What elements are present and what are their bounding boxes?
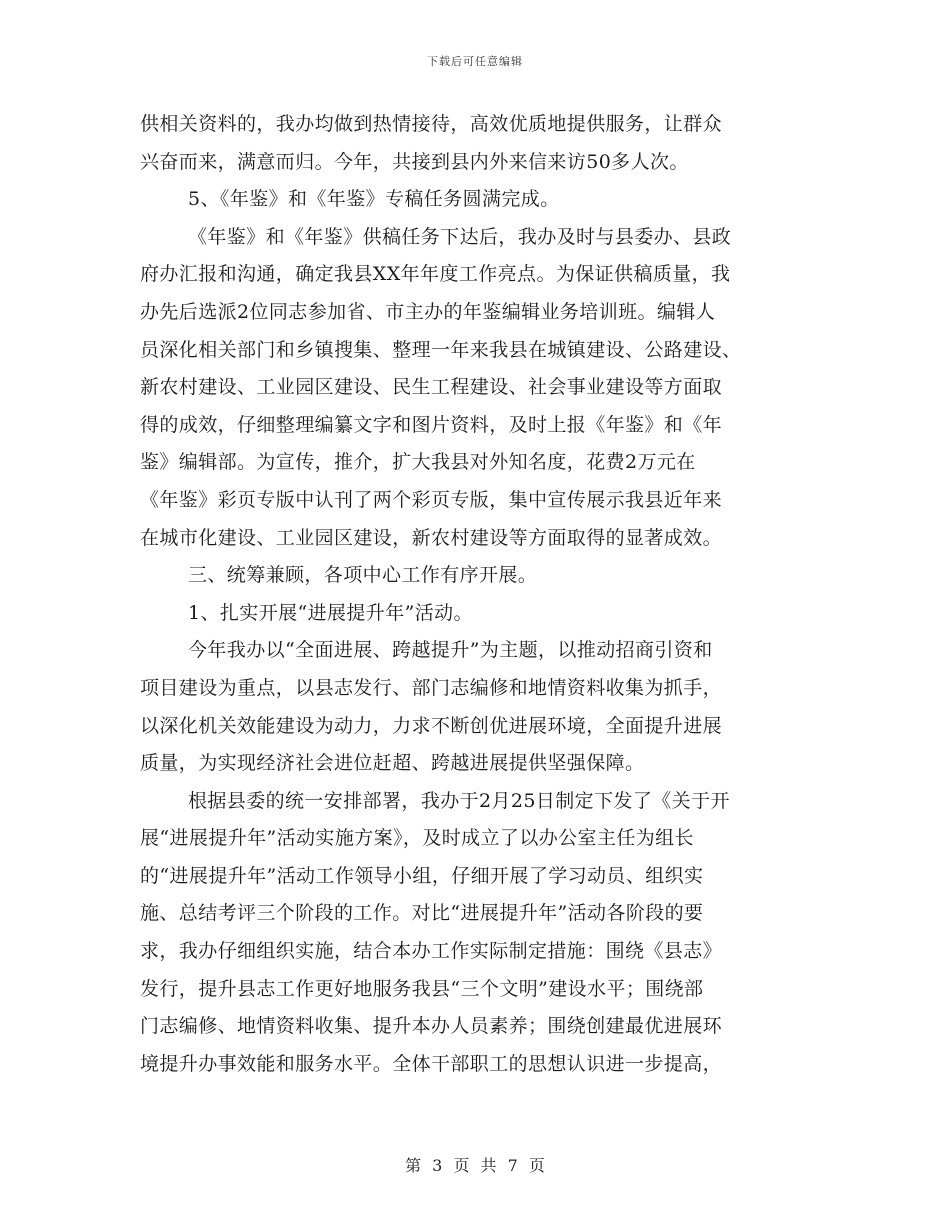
text-line: 境提升办事效能和服务水平。全体干部职工的思想认识进一步提高， (140, 1052, 723, 1075)
text-line: 办先后选派2位同志参加省、市主办的年鉴编辑业务培训班。编辑人 (140, 300, 716, 323)
text-line: 府办汇报和沟通，确定我县XX年年度工作亮点。为保证供稿质量，我 (140, 263, 731, 286)
text-line: 根据县委的统一安排部署，我办于2月25日制定下发了《关于开 (188, 789, 730, 812)
text-line: 以深化机关效能建设为动力，力求不断创优进展环境，全面提升进展 (140, 714, 723, 737)
text-line: 在城市化建设、工业园区建设，新农村建设等方面取得的显著成效。 (140, 526, 723, 549)
section-heading: 三、统筹兼顾，各项中心工作有序开展。 (188, 564, 538, 587)
text-line: 兴奋而来，满意而归。今年，共接到县内外来信来访50多人次。 (140, 150, 689, 173)
text-line: 的“进展提升年”活动工作领导小组，仔细开展了学习动员、组织实 (140, 864, 704, 887)
text-line: 求，我办仔细组织实施，结合本办工作实际制定措施：围绕《县志》 (140, 940, 723, 963)
text-line: 鉴》编辑部。为宣传，推介，扩大我县对外知名度，花费2万元在 (140, 451, 696, 474)
text-line: 得的成效，仔细整理编纂文字和图片资料，及时上报《年鉴》和《年 (140, 413, 723, 436)
text-line: 供相关资料的，我办均做到热情接待，高效优质地提供服务，让群众 (140, 113, 723, 135)
document-body (140, 106, 812, 1083)
text-line: 《年鉴》和《年鉴》供稿任务下达后，我办及时与县委办、县政 (188, 225, 732, 248)
text-line: 今年我办以“全面进展、跨越提升”为主题，以推动招商引资和 (188, 639, 713, 662)
section-heading: 1、扎实开展“进展提升年”活动。 (188, 601, 473, 624)
section-heading: 5、《年鉴》和《年鉴》专稿任务圆满完成。 (188, 188, 560, 211)
text-line: 施、总结考评三个阶段的工作。对比“进展提升年”活动各阶段的要 (140, 902, 704, 925)
text-line: 员深化相关部门和乡镇搜集、整理一年来我县在城镇建设、公路建设、 (140, 338, 742, 361)
text-line: 展“进展提升年”活动实施方案》，及时成立了以办公室主任为组长 (140, 827, 694, 850)
page-header: 下载后可任意编辑 (427, 55, 523, 68)
text-line: 质量，为实现经济社会进位赶超、跨越进展提供坚强保障。 (140, 752, 645, 775)
text-line: 发行，提升县志工作更好地服务我县“三个文明”建设水平；围绕部 (140, 977, 704, 1000)
text-line: 门志编修、地情资料收集、提升本办人员素养；围绕创建最优进展环 (140, 1015, 723, 1038)
text-line: 《年鉴》彩页专版中认刊了两个彩页专版，集中宣传展示我县近年来 (140, 488, 723, 511)
page-number: 第 3 页 共 7 页 (405, 1156, 545, 1175)
text-line: 项目建设为重点，以县志发行、部门志编修和地情资料收集为抓手， (140, 676, 723, 699)
text-line: 新农村建设、工业园区建设、民生工程建设、社会事业建设等方面取 (140, 376, 723, 399)
